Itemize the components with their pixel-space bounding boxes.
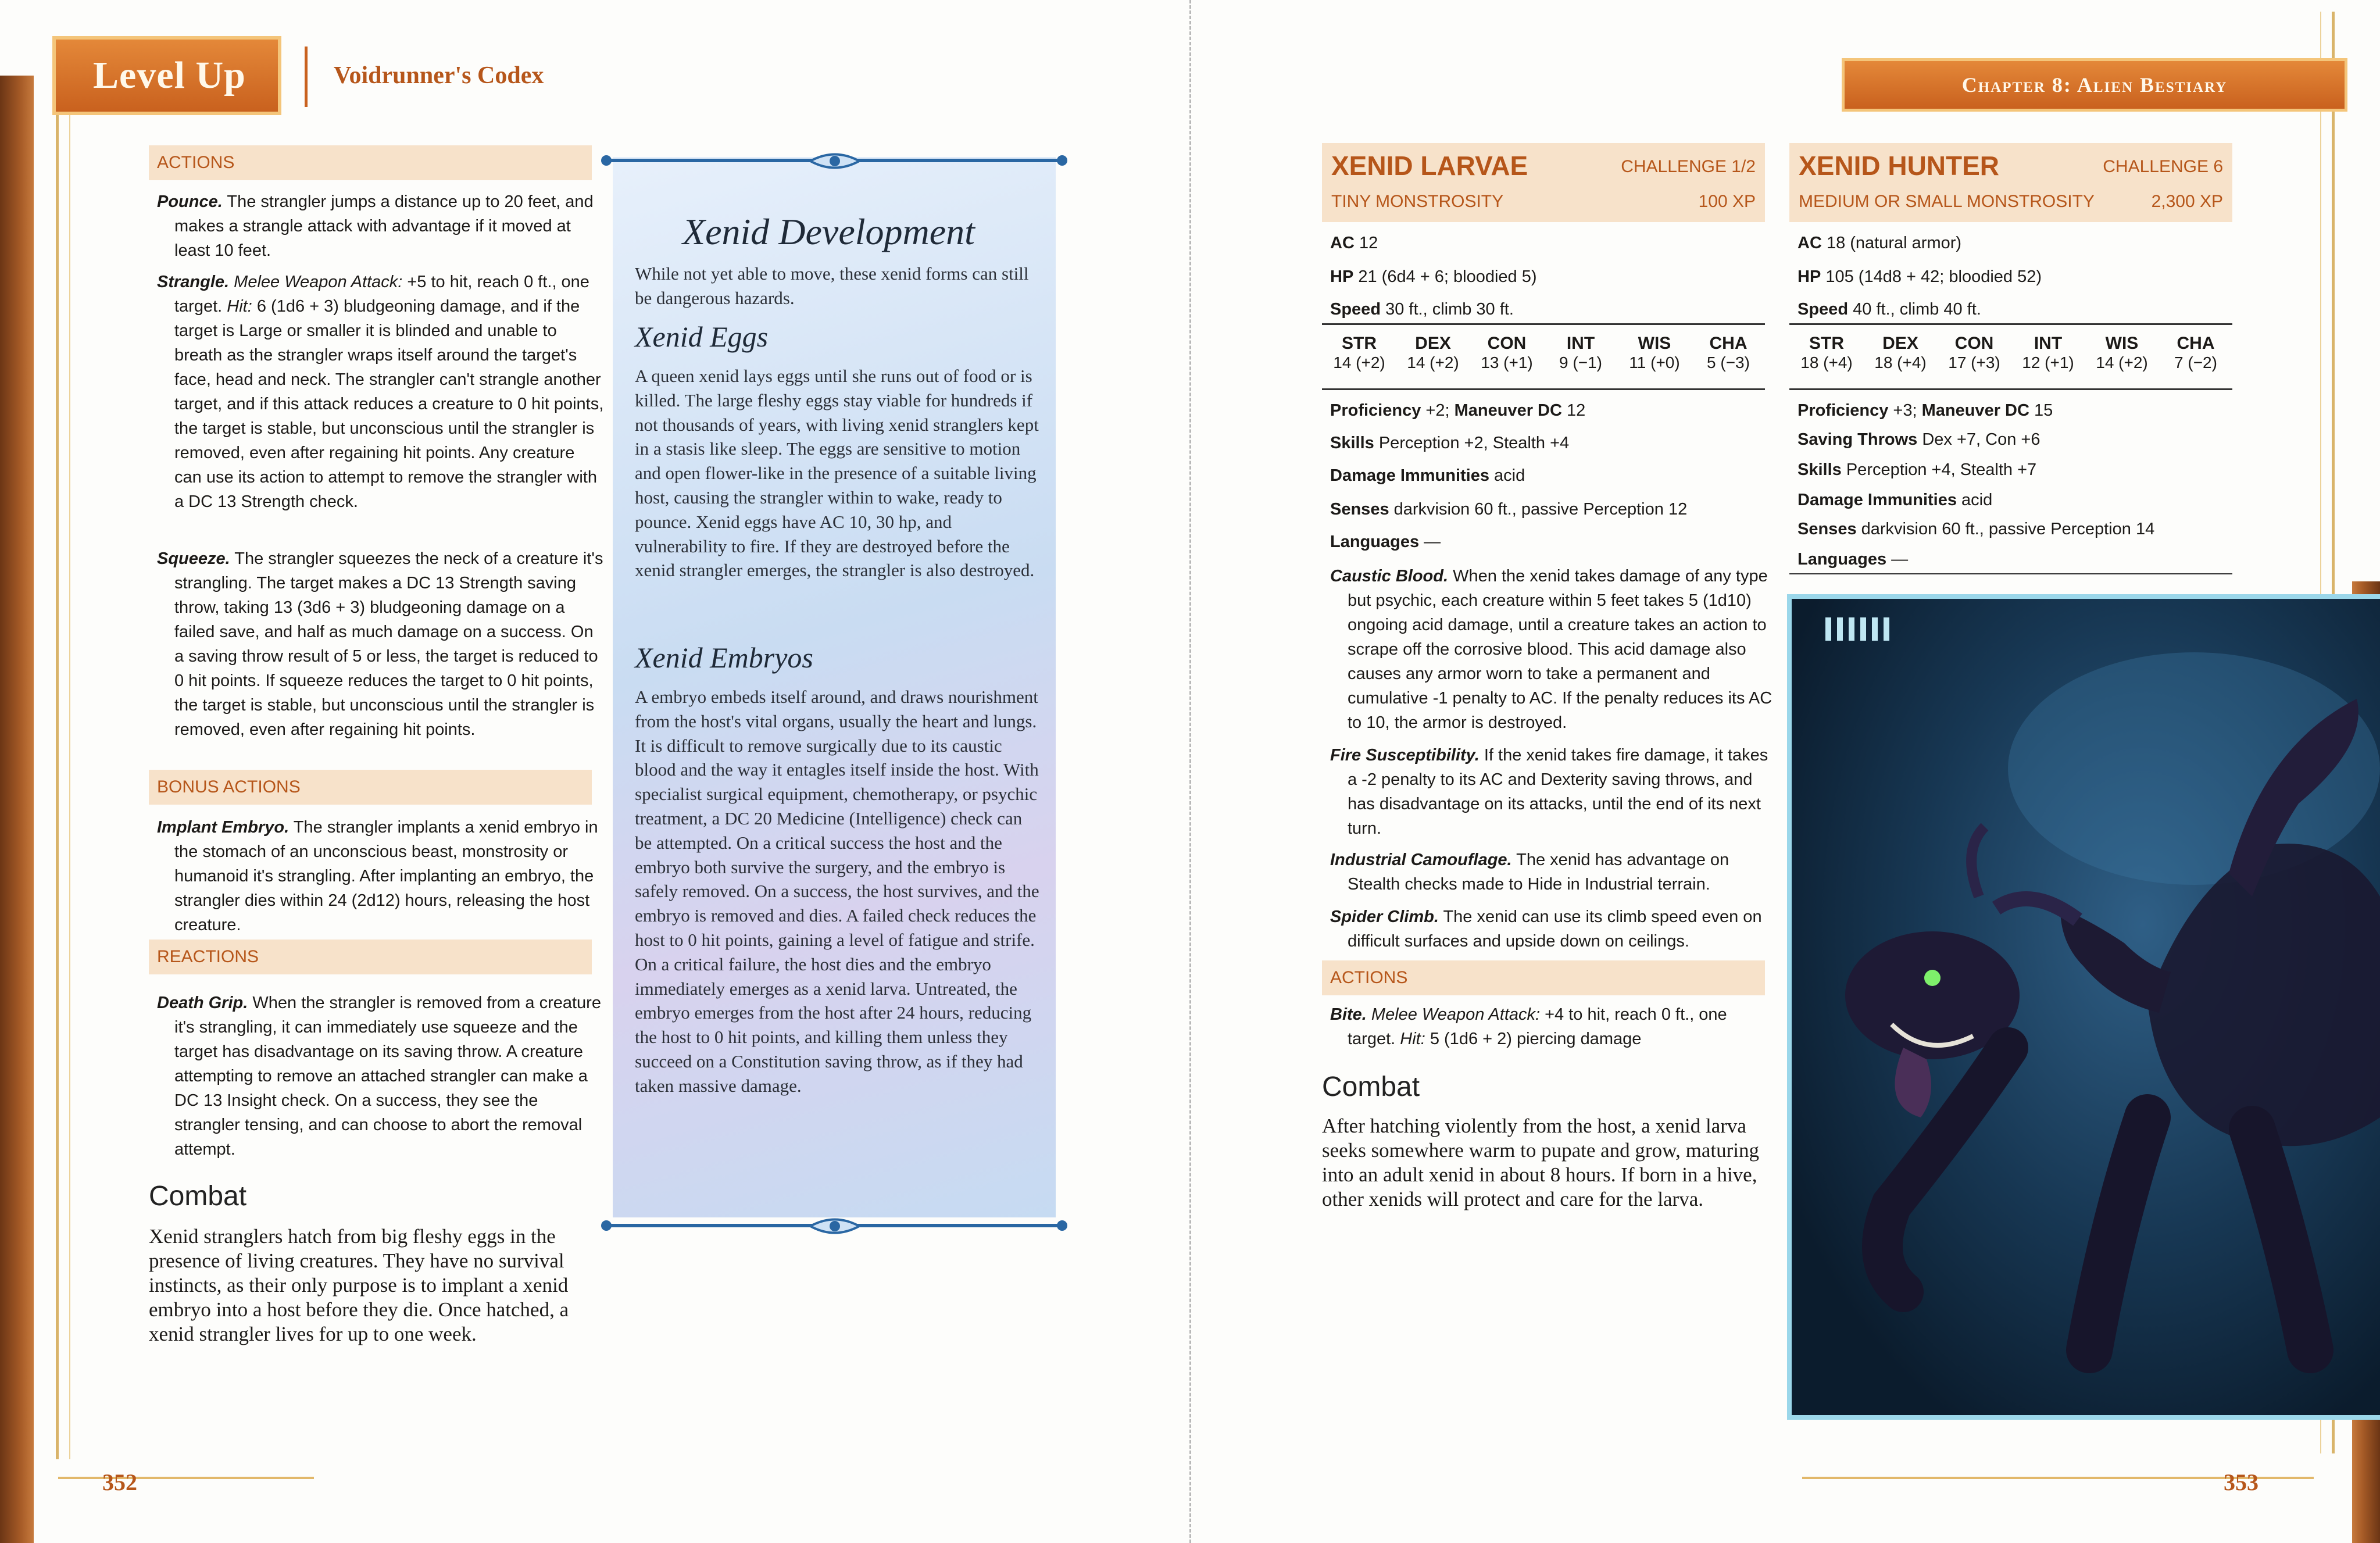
larvae-hp: [1330, 265, 1537, 288]
hunter-header: [1789, 143, 2232, 222]
hunter-skills-value: Perception +4, Stealth +7: [1846, 460, 2037, 479]
larvae-dex-label: DEX: [1415, 334, 1451, 353]
bite-attack: +4 to hit, reach 0 ft., one target.: [1348, 1005, 1727, 1048]
larvae-immunities: [1330, 464, 1525, 487]
combat-heading-left: Combat: [149, 1181, 247, 1212]
larvae-lang-label: Languages: [1330, 533, 1420, 551]
hunter-rule-2: [1789, 388, 2232, 390]
larvae-cha-label: CHA: [1709, 334, 1748, 353]
hunter-rule-3: [1789, 573, 2232, 574]
larvae-challenge: CHALLENGE 1/2: [1621, 157, 1756, 176]
hunter-senses: [1797, 517, 2154, 541]
larvae-ac-label: AC: [1330, 234, 1355, 252]
larvae-int-label: INT: [1566, 334, 1595, 353]
fire-susceptibility-trait: [1330, 743, 1778, 841]
sidebar-intro: While not yet able to move, these xenid forms can still be dangerous hazards.: [635, 263, 1029, 308]
larvae-ability: [1546, 334, 1616, 372]
page-number-left: 352: [102, 1469, 137, 1495]
sidebar-top-knob-left: [601, 155, 612, 166]
climb-title: Spider Climb.: [1330, 908, 1439, 926]
sidebar-bottom-knob-right: [1057, 1220, 1067, 1231]
death-grip-title: Death Grip.: [157, 994, 248, 1012]
larvae-str-value: 14 (+2): [1333, 353, 1385, 372]
hunter-ability: [2161, 334, 2231, 372]
strangle-attack-type: Melee Weapon Attack:: [234, 273, 403, 291]
hunter-senses-value: darkvision 60 ft., passive Perception 14: [1861, 520, 2155, 538]
hunter-saves-value: Dex +7, Con +6: [1922, 430, 2040, 449]
hunter-prof-value: +3;: [1893, 401, 1917, 420]
larvae-skills-label: Skills: [1330, 434, 1374, 452]
page-frame-left: [56, 76, 70, 1459]
larvae-xp: 100 XP: [1698, 192, 1756, 211]
sidebar-title: Xenid Development: [682, 211, 975, 252]
bite-damage: 5 (1d6 + 2) piercing damage: [1430, 1030, 1642, 1048]
hunter-xp: 2,300 XP: [2151, 192, 2223, 211]
larvae-cha-value: 5 (−3): [1707, 353, 1750, 372]
hunter-rule-1: [1789, 323, 2232, 325]
illustration-frame-tabs: [1825, 617, 1889, 641]
hunter-saves: [1797, 428, 2040, 451]
hunter-int-value: 12 (+1): [2022, 353, 2074, 372]
larvae-rule-1: [1322, 323, 1765, 325]
strangle-attack: +5 to hit, reach 0 ft., one target.: [174, 273, 589, 316]
hunter-hp-label: HP: [1797, 267, 1821, 286]
larvae-str-label: STR: [1342, 334, 1377, 353]
chapter-banner: Chapter 8: Alien Bestiary: [1842, 58, 2347, 112]
spider-climb-trait: [1330, 905, 1778, 953]
hunter-dex-label: DEX: [1882, 334, 1918, 353]
hunter-hp: [1797, 265, 2042, 288]
hunter-lang-label: Languages: [1797, 550, 1887, 569]
larvae-ability: [1324, 334, 1394, 372]
strangle-title: Strangle.: [157, 273, 230, 291]
pounce-action: [157, 190, 605, 263]
hunter-prof-label: Proficiency: [1797, 401, 1889, 420]
hunter-cha-value: 7 (−2): [2174, 353, 2217, 372]
hunter-name: XENID HUNTER: [1799, 151, 2000, 181]
larvae-ability: [1398, 334, 1468, 372]
larvae-wis-label: WIS: [1638, 334, 1671, 353]
larvae-hp-value: 21 (6d4 + 6; bloodied 5): [1358, 267, 1537, 286]
caustic-title: Caustic Blood.: [1330, 567, 1449, 585]
strangle-hit-label: Hit:: [227, 297, 252, 316]
larvae-type: TINY MONSTROSITY: [1331, 192, 1504, 211]
folio-rule-left: [58, 1477, 314, 1479]
caustic-text: When the xenid takes damage of any type but psychic, each creature within 5 feet takes 5 (1d10) ongoing acid damage, until a creature takes an action to scrape off the corrosive blood. This acid damage also causes any armor worn to take a permanent and cumulative -1 penalty to AC. If the penalty reduces its AC to 10, the armor is destroyed.: [1348, 567, 1773, 732]
larvae-senses: [1330, 498, 1687, 521]
pounce-title: Pounce.: [157, 192, 223, 211]
hunter-speed-value: 40 ft., climb 40 ft.: [1853, 300, 1981, 319]
page-number-right: 353: [2224, 1469, 2259, 1495]
hunter-wis-value: 14 (+2): [2096, 353, 2148, 372]
bite-title: Bite.: [1330, 1005, 1367, 1024]
hunter-ability: [1939, 334, 2009, 372]
hunter-int-label: INT: [2034, 334, 2063, 353]
hunter-languages: [1797, 548, 1908, 571]
camouflage-trait: [1330, 848, 1778, 896]
sidebar-bottom-ornament: [808, 1213, 862, 1240]
combat-heading-right: Combat: [1322, 1071, 1420, 1102]
hunter-wis-label: WIS: [2105, 334, 2139, 353]
hunter-proficiency: [1797, 399, 2053, 422]
book-title: Voidrunner's Codex: [334, 62, 544, 89]
larvae-dex-value: 14 (+2): [1407, 353, 1459, 372]
hunter-skills-label: Skills: [1797, 460, 1842, 479]
hunter-ac: [1797, 231, 1961, 255]
larvae-prof-value: +2;: [1425, 401, 1450, 420]
death-grip-text: When the strangler is removed from a creature it's strangling, it can immediately use squeeze and the target has disadvantage on its saving throw. A creature attempting to remove an attached strangler can make a DC 13 Insight check. On a success, they see the strangler tensing, and can choose to abort the removal attempt.: [174, 994, 601, 1159]
hunter-con-label: CON: [1954, 334, 1994, 353]
camo-title: Industrial Camouflage.: [1330, 851, 1512, 869]
larvae-ac-value: 12: [1359, 234, 1378, 252]
larvae-int-value: 9 (−1): [1559, 353, 1602, 372]
larvae-con-value: 13 (+1): [1481, 353, 1533, 372]
hunter-type: MEDIUM OR SMALL MONSTROSITY: [1799, 192, 2095, 211]
hunter-con-value: 17 (+3): [1948, 353, 2000, 372]
hunter-imm-label: Damage Immunities: [1797, 491, 1957, 509]
hunter-senses-label: Senses: [1797, 520, 1857, 538]
larvae-hp-label: HP: [1330, 267, 1354, 286]
strangle-text: 6 (1d6 + 3) bludgeoning damage, and if the target is Large or smaller it is blinded and unable to breath as the strangler wraps itself around the target's face, head and neck. The strangler can't strangle another target, and if this attack reduces a creature to 0 hit points, the target is stable, but unconscious until the strangler is removed, even after regaining hit points. Any creature can use its action to attempt to remove the strangler with a DC 13 Strength check.: [174, 297, 604, 511]
hunter-ability: [1866, 334, 1935, 372]
squeeze-text: The strangler squeezes the neck of a creature it's strangling. The target makes a DC 13 Strength saving throw, taking 13 (3d6 + 3) bludgeoning damage on a failed save, and half as much damage on a success. On a saving throw result of 5 or less, the target is reduced to 0 hit points. If squeeze reduces the target to 0 hit points, the target is stable, but unconscious until the strangler is removed, even after regaining hit points.: [174, 549, 603, 739]
larvae-ability: [1693, 334, 1763, 372]
header-divider: [305, 47, 308, 107]
fire-title: Fire Susceptibility.: [1330, 746, 1480, 765]
caustic-blood-trait: [1330, 564, 1778, 735]
larvae-maneuver-label: Maneuver DC: [1454, 401, 1562, 420]
sidebar-bottom-knob-left: [601, 1220, 612, 1231]
larvae-ability: [1620, 334, 1689, 372]
larvae-name: XENID LARVAE: [1331, 151, 1528, 181]
larvae-languages: [1330, 530, 1441, 553]
larvae-speed-value: 30 ft., climb 30 ft.: [1385, 300, 1514, 319]
squeeze-action: [157, 547, 605, 742]
sidebar-top-knob-right: [1057, 155, 1067, 166]
bite-action: [1330, 1002, 1778, 1051]
hunter-ac-value: 18 (natural armor): [1826, 234, 1962, 252]
hunter-ability: [2087, 334, 2157, 372]
larvae-senses-label: Senses: [1330, 500, 1389, 519]
hunter-dex-value: 18 (+4): [1874, 353, 1927, 372]
hunter-str-label: STR: [1809, 334, 1844, 353]
hunter-str-value: 18 (+4): [1800, 353, 1853, 372]
larvae-header: [1322, 143, 1765, 222]
larvae-rule-2: [1322, 388, 1765, 390]
camo-text: The xenid has advantage on Stealth checks made to Hide in Industrial terrain.: [1348, 851, 1729, 894]
hunter-speed-label: Speed: [1797, 300, 1849, 319]
illustration-frame: [1787, 594, 2380, 1420]
hunter-maneuver-value: 15: [2034, 401, 2053, 420]
hunter-saves-label: Saving Throws: [1797, 430, 1918, 449]
climb-text: The xenid can use its climb speed even on difficult surfaces and upside down on ceilings.: [1348, 908, 1762, 951]
bonus-actions-head: BONUS ACTIONS: [149, 770, 592, 805]
hunter-skills: [1797, 458, 2036, 481]
hunter-ability: [1792, 334, 1861, 372]
larvae-senses-value: darkvision 60 ft., passive Perception 12: [1393, 500, 1688, 519]
larvae-ac: [1330, 231, 1378, 255]
hunter-maneuver-label: Maneuver DC: [1921, 401, 2029, 420]
larvae-imm-label: Damage Immunities: [1330, 466, 1489, 485]
fire-text: If the xenid takes fire damage, it takes a -2 penalty to its AC and Dexterity saving throws, and has disadvantage on its attacks, until the end of its next turn.: [1348, 746, 1768, 838]
larvae-lang-value: —: [1424, 533, 1441, 551]
implant-text: The strangler implants a xenid embryo in the stomach of an unconscious beast, monstrosity or humanoid it's strangling. After implanting an embryo, the strangler dies within 24 (2d12) hours, releasing the host creature.: [174, 818, 598, 934]
larvae-ability: [1472, 334, 1542, 372]
hunter-ac-label: AC: [1797, 234, 1822, 252]
strangle-action: [157, 270, 605, 514]
combat-text-right: After hatching violently from the host, a xenid larva seeks somewhere warm to pupate and grow, maturing into an adult xenid in about 8 hours. If born in a hive, other xenids will protect and care for the larva.: [1322, 1115, 1759, 1210]
larvae-maneuver-value: 12: [1566, 401, 1586, 420]
bite-attack-type: Melee Weapon Attack:: [1371, 1005, 1541, 1024]
hunter-challenge: CHALLENGE 6: [2103, 157, 2223, 176]
death-grip-reaction: [157, 991, 605, 1162]
larvae-skills: [1330, 431, 1569, 455]
hunter-hp-value: 105 (14d8 + 42; bloodied 52): [1825, 267, 2042, 286]
actions-head: ACTIONS: [149, 145, 592, 180]
implant-title: Implant Embryo.: [157, 818, 290, 837]
larvae-con-label: CON: [1487, 334, 1527, 353]
reactions-head: REACTIONS: [149, 940, 592, 974]
hunter-cha-label: CHA: [2177, 334, 2215, 353]
eggs-heading: Xenid Eggs: [635, 320, 769, 353]
hunter-speed: [1797, 298, 1981, 321]
implant-embryo-action: [157, 815, 605, 937]
larvae-wis-value: 11 (+0): [1629, 353, 1680, 372]
hunter-lang-value: —: [1891, 550, 1909, 569]
page-edge-left: [0, 76, 34, 1543]
combat-text-left: Xenid stranglers hatch from big fleshy eggs in the presence of living creatures. They have no survival instincts, as their only purpose is to implant a xenid embryo into a host before they die. Once hatched, a xenid strangler lives for up to one week.: [149, 1225, 569, 1345]
larvae-proficiency: [1330, 399, 1585, 422]
eggs-text: A queen xenid lays eggs until she runs out of food or is killed. The large fleshy eggs stay viable for hundreds if not thousands of years, with living xenid stranglers kept in a stasis like sleep. The eggs are sensitive to motion and open flower-like in the presence of a suitable living host, causing the strangler within to wake, ready to pounce. Xenid eggs have AC 10, 30 hp, and vulnerability to fire. If they are destroyed before the xenid strangler emerges, the strangler is also destroyed.: [635, 366, 1039, 581]
pounce-text: The strangler jumps a distance up to 20 feet, and makes a strangle attack with advantage if it moved at least 10 feet.: [174, 192, 594, 260]
sidebar-top-ornament: [808, 148, 862, 174]
embryos-text: A embryo embeds itself around, and draws nourishment from the host's vital organs, usually the heart and lungs. It is difficult to remove surgically due to its caustic blood and the way it entagles itself inside the host. With specialist surgical equipment, chemotherapy, or psychic treatment, a DC 20 Medicine (Intelligence) check can be attempted. On a critical success the host and the embryo both survive the surgery, and the embryo is safely removed. On a success, the host survives, and the embryo is removed and dies. A failed check reduces the host to 0 hit points, gaining a level of fatigue and strife. On a critical failure, the host dies and the embryo immediately emerges as a xenid larva. Untreated, the embryo emerges from the host after 24 hours, reducing the host to 0 hit points, and killing them unless they succeed on a Constitution saving throw, as if they had taken massive damage.: [635, 687, 1039, 1096]
larvae-actions-head: ACTIONS: [1322, 960, 1765, 995]
larvae-skills-value: Perception +2, Stealth +4: [1378, 434, 1570, 452]
hunter-imm-value: acid: [1961, 491, 1993, 509]
embryos-heading: Xenid Embryos: [635, 641, 813, 674]
larvae-speed-label: Speed: [1330, 300, 1381, 319]
larvae-imm-value: acid: [1494, 466, 1525, 485]
gutter: [1189, 0, 1191, 1543]
hunter-ability: [2013, 334, 2083, 372]
logo-banner: Level Up: [52, 36, 281, 115]
hunter-immunities: [1797, 488, 1992, 512]
bite-hit-label: Hit:: [1400, 1030, 1425, 1048]
squeeze-title: Squeeze.: [157, 549, 230, 568]
larvae-prof-label: Proficiency: [1330, 401, 1421, 420]
larvae-speed: [1330, 298, 1514, 321]
